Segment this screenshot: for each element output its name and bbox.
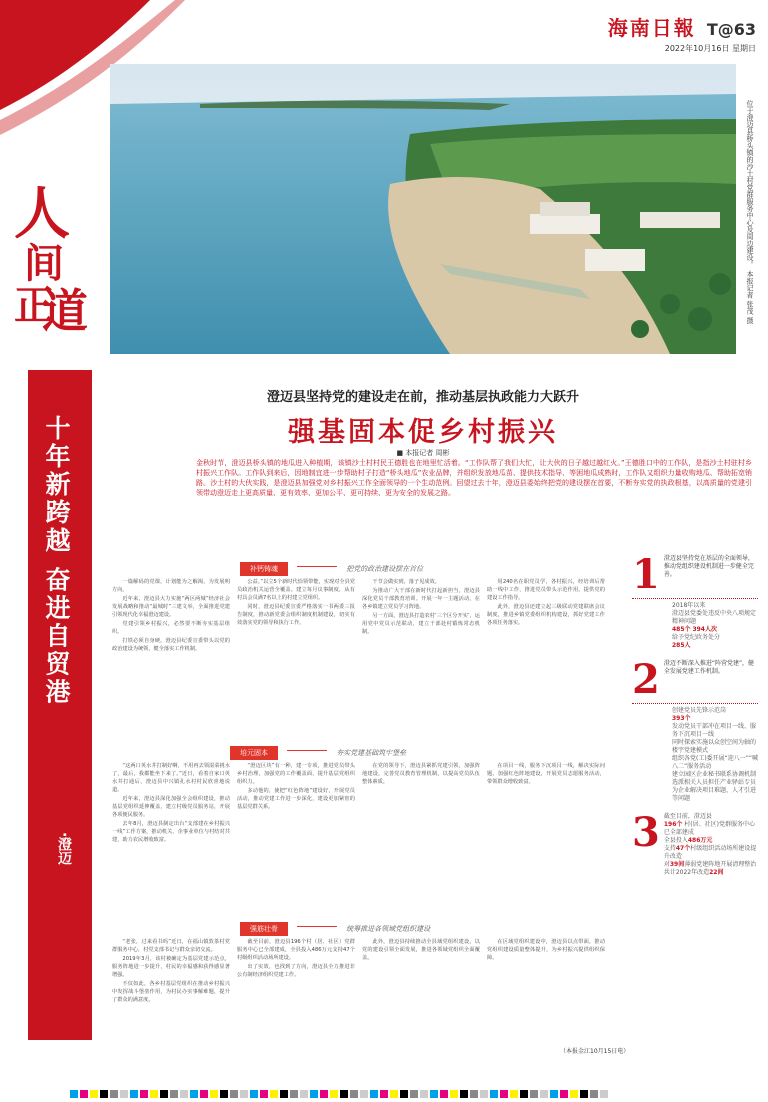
paragraph: 截至目前，澄迈县196个村（居、社区）党群服务中心已全部建成，全县投入486万元支持47个村级组织活动场所建设。 (237, 939, 355, 961)
sidebar-item (632, 551, 758, 598)
article-column (112, 578, 230, 730)
section-tag: 补钙铸魂 (240, 562, 288, 576)
sidebar-figure: 47个 (675, 845, 691, 852)
paragraph: 同时，澄迈县纪委宣委严格落实一书两委三报告制度，推动新党委会组织制度机制建设，切实有效落实党的领导和执行工作。 (237, 604, 355, 626)
article-column (362, 578, 480, 730)
sidebar-line: 建立园区企业秘书联系协调机制 (672, 771, 757, 778)
paragraph: 不仅如此，各乡村基层党组织在推动乡村振兴中发挥战斗堡垒作用，为村民办实事解难题，提升了群众的满意度。 (112, 981, 230, 1003)
sidebar-line: 创建党员先锋示范岗 (672, 707, 727, 714)
sidebar-line: 2018年以来 (672, 602, 706, 609)
section-header (230, 740, 610, 757)
article-column (487, 762, 605, 912)
paragraph: 近年来，澄迈县大力实施“两区两城”经济社会发展战略和推动“最城时”三建文举，全面推进党建引领现代化幸福澄迈建设。 (112, 596, 230, 618)
sidebar-figure: 39间 (669, 861, 685, 868)
article-column (237, 762, 355, 912)
key-figures-sidebar (632, 551, 759, 1055)
photo-caption: 位于澄迈县桥头镇的沙土村党群服务中心及周边建设。 本报记者 张茂 摄 (746, 100, 754, 324)
section-header (240, 916, 620, 933)
paragraph: 打铁必须自身硬。澄迈县纪委宣委带头以党的政治建设为统领，健全落实工作机制。 (112, 638, 230, 652)
page-number: T@63 (706, 20, 756, 39)
section-rule (297, 566, 337, 567)
paragraph: 出了实效，也找到了方向，澄迈县全力推进非公有制经济组织党建工作。 (237, 964, 355, 978)
paragraph: 在项目一线，服务下沉项目一线，解决实际问题，加强红色阵地建设，开展党员志愿服务活动，带领群众增收致富。 (487, 763, 605, 785)
paragraph: “老张，过来看书吗”近日，在福山镇敦茶村党群服务中心，村党支部书记与群众亲切交流。 (112, 939, 230, 953)
sidebar-figure: 486万元 (687, 837, 713, 844)
section-tag: 强筋壮骨 (240, 922, 288, 936)
article-headline: 强基固本促乡村振兴 (288, 417, 558, 448)
paragraph: 多动他的，使把“红色阵地”建设好，开展党员活动，推动党建工作进一步深化，建设更加紧密的基层党群关系。 (237, 788, 355, 810)
sidebar-head: 澄迈不断深入推进“阵营党建”，健全发展党建工作机制。 (663, 660, 755, 675)
article-column (112, 938, 230, 1070)
sidebar-line: 给予党纪政务处分 (672, 634, 721, 641)
sidebar-figure: 22间 (709, 869, 724, 876)
paragraph: 在党的领导下，澄迈县紧抓党建引领，加强阵地建设，完善党员教育管理机制，以提高党员队伍整体素质。 (362, 763, 480, 785)
column-title-char: 间 (24, 240, 64, 287)
section-header (240, 556, 620, 573)
sidebar-figure: 393个 (672, 715, 691, 722)
section-tag: 培元固本 (230, 746, 278, 760)
print-color-bar (70, 1083, 700, 1091)
sidebar-figure: 285人 (672, 642, 691, 649)
paragraph: 用240名在职党员学，各村振兴，经培训后帮助一线中工作，推进党员带头示范作用，提供党的建设工作指导。 (487, 579, 605, 601)
divider (632, 703, 758, 704)
sidebar-figure: 485个 (672, 626, 691, 633)
column-title (14, 181, 100, 338)
sidebar-line: 为企业解决项目难题、人才引进等问题 (672, 787, 757, 802)
sidebar-line: 发动党员干部冲在项目一线、服务下沉项目一线 (672, 723, 757, 738)
sidebar-item (632, 656, 758, 703)
sidebar-line: 支持 (663, 845, 676, 852)
sidebar-body (632, 707, 758, 803)
sidebar-number: 1 (632, 551, 660, 598)
sidebar-line: 截至目前，澄迈县 (663, 813, 712, 820)
column-title-char: 道 (42, 284, 88, 338)
section-title: 把党的政治建设摆在首位 (346, 565, 424, 573)
hero-photo (110, 64, 736, 354)
section-title: 夯实党建基础筑牢堡垒 (336, 749, 407, 757)
masthead (608, 12, 756, 54)
article-column (487, 578, 605, 730)
issue-date: 2022年10月16日 星期日 (664, 44, 756, 53)
paragraph: 此外，澄迈县还建立起三级联动党建联席会议制度，推进乡镇党委组织机构建设，抓好党建工作各项任务落实。 (487, 604, 605, 626)
series-banner-title: 十年新跨越 奋进自贸港 (42, 415, 71, 707)
sidebar-line: 澄迈县党委处违反中央八项规定精神问题 (672, 610, 757, 625)
sidebar-line: 村级组织活动场所建设提升改造 (663, 845, 757, 860)
sidebar-head: 澄迈县坚持党在基层的全面领导，推动党组织建设机制进一步健全完善。 (663, 555, 754, 578)
article-column (487, 938, 605, 1038)
divider (632, 598, 758, 599)
sidebar-body (632, 602, 758, 650)
source-note: （本报金江10月15日电） (560, 1048, 630, 1055)
article-lead: 金秋时节，澄迈县桥头镇的地瓜进入种植期，该镇沙土村村民王德胜也在地里忙活着。“工作队帮了我们大忙，让大伙的日子越过越红火。”王德胜口中的工作队，是指沙土村驻村乡村振兴工作队。工作队到来后，因地制宜进一步帮助村子打造“桥头地瓜”农业品牌，并组织发放地瓜苗、提供技术指导、等困地瓜成熟时，工作队又组织力量收购地瓜、帮助拓宽销路。沙土村的大伙实践，是澄迈县加强党对乡村振兴工作全面领导的一个生动范例。回望过去十年，澄迈县委始终把党的建设摆在首要，不断夯实党的执政根基，以高质量的党建引领带动澄迈走上更高质量、更有效率、更加公平、更可持续、更为安全的发展之路。 (196, 459, 752, 497)
paragraph: 此外，澄迈县持续推动全县域党组织建设，以党的建设引领全面发展，推进各领域党组织全面覆盖。 (362, 939, 480, 961)
sidebar-item (632, 809, 758, 877)
sidebar-line: 组织各党(工)委开展“迎八一”“喊八二”服务活动 (672, 755, 759, 770)
sidebar-figure: 196个 (663, 821, 683, 828)
paragraph: 2019年3月，该村被确定为基层党建示范点，服务阵地进一步提升，村民的幸福感和获得感显著增强。 (112, 956, 230, 978)
sidebar-line: 对 (663, 861, 670, 868)
sidebar-number: 3 (632, 809, 660, 856)
article-subtitle: 澄迈县坚持党的建设走在前，推动基层执政能力大跃升 (266, 390, 579, 405)
article-byline: ■ 本报记者 周彬 (396, 449, 450, 457)
sidebar-line: 村(居、社区)党群服务中心已全部建成 (663, 821, 755, 836)
paragraph: 近年来，澄迈县深化加强全会组织建设，推动基层党组织延伸覆盖，建立村级党员服务站，开展各项便民服务。 (112, 796, 230, 818)
article-column (362, 938, 480, 1070)
paragraph: 党建引领乡村振兴，必然要不断夯实基层组织。 (112, 621, 230, 635)
sidebar-line: 共计2022年改造 (663, 869, 710, 876)
paragraph: “澄迈区块”有一种，建一专项，推进党员带头乡村治理，加强党的工作覆盖面，提升基层党组织组织力。 (237, 763, 355, 785)
paragraph: “这两口英水井打制好啊，不用再去领湿菜挑水了，最后，我都能坐下来了。”近日，看着自家口英水井打通后，澄迈县中兴镇孔水村村民欣喜地说道。 (112, 763, 230, 793)
section-title: 统筹推进各领域党组织建设 (346, 925, 431, 933)
column-title-char: 人 (14, 181, 70, 247)
article-column (112, 762, 230, 912)
paragraph: 去年8月，澄迈县制定出台“支部建在乡村振兴一线”工作方案，推动机关、企事业单位与村结对共建，助力农民增收致富。 (112, 821, 230, 843)
sidebar-line: 选派相关人员担任产业驿站专员 (672, 779, 757, 786)
paragraph: 公益。”以立5个新时代恰领带能，实现对全县党员政治机关运营全覆盖。建立每月议事制度，从有村具会员满7名以上的村建立党组织。 (237, 579, 355, 601)
article-column (362, 762, 480, 912)
sidebar-number: 2 (632, 656, 660, 703)
paragraph: 在区域党组织建设中，澄迈县以点带面，推动党组织建设质量整体提升，为乡村振兴提供组织保障。 (487, 939, 605, 961)
sidebar-figure: 394人次 (692, 626, 717, 633)
column-title-char: 正 (14, 282, 54, 329)
section-rule (287, 750, 327, 751)
series-banner-sub: ·澄迈 (56, 832, 72, 866)
article-column (237, 578, 355, 730)
sidebar-line: 薄弱党建阵地开展清理整治 (684, 861, 757, 868)
paragraph: 为推动广大干部在新时代打起新担当，澄迈县深化党员干部教育培训。开展一年一主题活动，在各乡镇建立党员学习阵地。 (362, 588, 480, 610)
aerial-photo-illustration (110, 64, 736, 354)
article-column (237, 938, 355, 1070)
sidebar-body (664, 813, 758, 877)
paragraph: 干节会做实到，落子见成效。 (372, 579, 440, 585)
sidebar-line: 同时探索实施以众创空间为轴的楼宇党建模式 (672, 739, 757, 754)
masthead-title: 海南日報 (607, 16, 696, 40)
section-rule (297, 926, 337, 927)
paragraph: 另一方面，澄迈县打造农村‘三个区分开实’，运用党中党员示范联动，建立干部赴村锻炼常态机制。 (362, 613, 480, 635)
paragraph: 一篇解码的党课，计划能为之解渴，为发展明方向。 (112, 579, 230, 593)
sidebar-line: 全县投入 (663, 837, 688, 844)
